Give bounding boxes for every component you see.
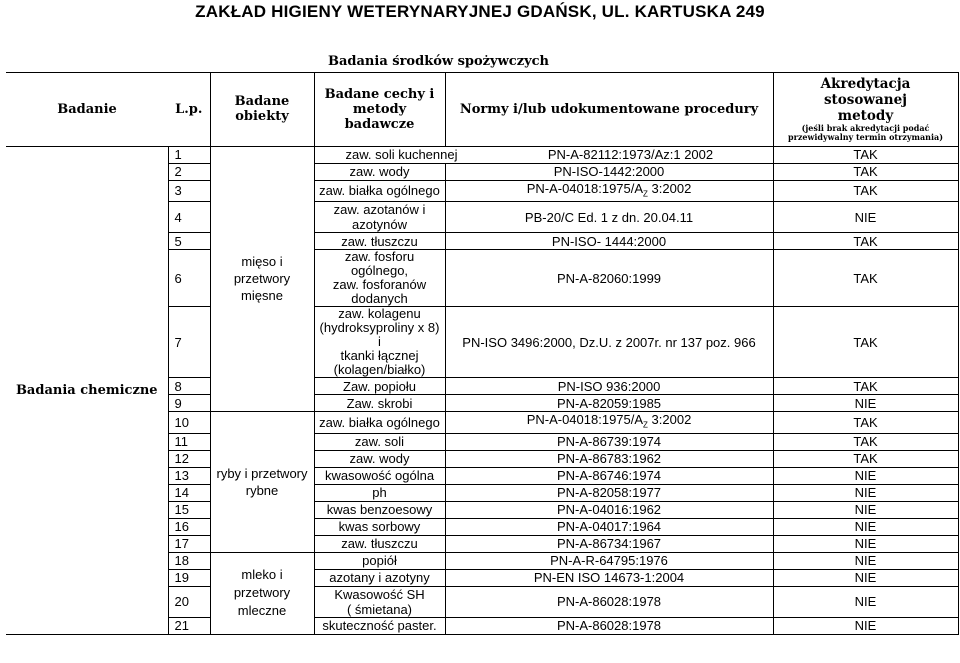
norma-cell: PN-A-04017:1964 [445,518,773,535]
lp-cell: 5 [168,233,210,250]
akr-cell: TAK [773,146,958,163]
cecha-cell: zaw. fosforu ogólnego, zaw. fosforanów dodanych [314,250,445,307]
akr-cell: NIE [773,484,958,501]
lp-cell: 19 [168,569,210,586]
lp-cell: 2 [168,163,210,180]
lp-cell: 12 [168,450,210,467]
lp-cell: 21 [168,617,210,634]
akr-cell: TAK [773,250,958,307]
header-akredytacja-note: (jeśli brak akredytacji podać przewidywalny termin otrzymania) [788,123,943,142]
header-normy: Normy i/lub udokumentowane procedury [445,72,773,146]
norma-cell: PN-A-86783:1962 [445,450,773,467]
norma-cell: PN-A-04016:1962 [445,501,773,518]
lp-cell: 10 [168,412,210,434]
cecha-cell: zaw. białka ogólnego [314,412,445,434]
lp-cell: 1 [168,146,210,163]
header-akredytacja: Akredytacja stosowanej metody (jeśli brak akredytacji podać przewidywalny termin otrzymania) [773,72,958,146]
norma-cell: PN-EN ISO 14673-1:2004 [445,569,773,586]
lp-cell: 15 [168,501,210,518]
table-row [6,146,958,163]
norma-cell: PN-A-82058:1977 [445,484,773,501]
cecha-cell: zaw. tłuszczu [314,535,445,552]
cecha-cell: zaw. soli [314,433,445,450]
akr-cell: NIE [773,569,958,586]
akr-cell: NIE [773,395,958,412]
lp-cell: 16 [168,518,210,535]
group-meat: mięso i przetwory mięsne [210,146,314,412]
group-milk: mleko i przetwory mleczne [210,552,314,634]
norma-cell: $PN-A-04018:1975/A_Z$ 3:2002 [445,412,773,434]
norma-cell: PN-A-86734:1967 [445,535,773,552]
header-badanie: Badanie [6,72,168,146]
cecha-cell: zaw. azotanów i azotynów [314,202,445,233]
akr-cell: NIE [773,518,958,535]
norma-cell: PN-A-86746:1974 [445,467,773,484]
food-testing-table [6,51,959,635]
akr-cell: TAK [773,180,958,202]
norma-cell: $PN-A-04018:1975/A_Z$ 3:2002 [445,180,773,202]
section-title: Badania środków spożywczych [210,51,958,72]
cecha-cell: kwas sorbowy [314,518,445,535]
akr-cell: TAK [773,163,958,180]
akr-cell: NIE [773,552,958,569]
norma-cell: PN-ISO 3496:2000, Dz.U. z 2007r. nr 137 poz. 966 [445,307,773,378]
cecha-cell: kwasowość ogólna [314,467,445,484]
cecha-cell: zaw. białka ogólnego [314,180,445,202]
akr-cell: NIE [773,586,958,617]
cecha-cell: skuteczność paster. [314,617,445,634]
norma-cell: PN-ISO 936:2000 [445,378,773,395]
table-section-header-row [6,51,958,72]
cecha-cell: popiół [314,552,445,569]
norma-cell: PN-A-82059:1985 [445,395,773,412]
norma-cell: PN-A-86028:1978 [445,617,773,634]
akr-cell: NIE [773,501,958,518]
akr-cell: TAK [773,378,958,395]
akr-cell: TAK [773,450,958,467]
akr-cell: NIE [773,617,958,634]
cecha-cell: ph [314,484,445,501]
cecha-cell: Zaw. popiołu [314,378,445,395]
akr-cell: TAK [773,412,958,434]
cecha-cell: Kwasowość SH ( śmietana) [314,586,445,617]
akr-cell: TAK [773,307,958,378]
lp-cell: 3 [168,180,210,202]
lp-cell: 17 [168,535,210,552]
cecha-cell: Zaw. skrobi [314,395,445,412]
lp-cell: 9 [168,395,210,412]
norma-cell: PN-A-R-64795:1976 [445,552,773,569]
table-header-row [6,72,958,146]
lp-cell: 14 [168,484,210,501]
lp-cell: 6 [168,250,210,307]
lp-cell: 20 [168,586,210,617]
cecha-cell: zaw. wody [314,450,445,467]
norma-cell: PN-ISO- 1444:2000 [445,233,773,250]
cecha-cell: kwas benzoesowy [314,501,445,518]
page-title: ZAKŁAD HIGIENY WETERYNARYJNEJ GDAŃSK, UL. KARTUSKA 249 [195,2,765,21]
header-lp: L.p. [168,72,210,146]
cecha-cell: azotany i azotyny [314,569,445,586]
header-obiekty: Badane obiekty [210,72,314,146]
lp-cell: 8 [168,378,210,395]
akr-cell: TAK [773,233,958,250]
akr-cell: NIE [773,467,958,484]
norma-cell: PN-A-82060:1999 [445,250,773,307]
norma-cell: PN-ISO-1442:2000 [445,163,773,180]
group-fish: ryby i przetwory rybne [210,412,314,553]
akr-cell: TAK [773,433,958,450]
norma-cell: PN-A-86028:1978 [445,586,773,617]
lp-cell: 11 [168,433,210,450]
lp-cell: 7 [168,307,210,378]
norma-cell: PB-20/C Ed. 1 z dn. 20.04.11 [445,202,773,233]
cecha-cell: zaw. wody [314,163,445,180]
akr-cell: NIE [773,202,958,233]
lp-cell: 4 [168,202,210,233]
cecha-cell: zaw. tłuszczu [314,233,445,250]
lp-cell: 13 [168,467,210,484]
norma-cell: PN-A-86739:1974 [445,433,773,450]
cecha-cell: zaw. kolagenu (hydroksyproliny x 8) i tkanki łącznej (kolagen/białko) [314,307,445,378]
lp-cell: 18 [168,552,210,569]
cecha-norma-cell: zaw. soli kuchennej PN-A-82112:1973/Az:1 2002 [314,146,773,163]
header-cechy: Badane cechy i metody badawcze [314,72,445,146]
category-cell: Badania chemiczne [6,146,168,634]
akr-cell: NIE [773,535,958,552]
